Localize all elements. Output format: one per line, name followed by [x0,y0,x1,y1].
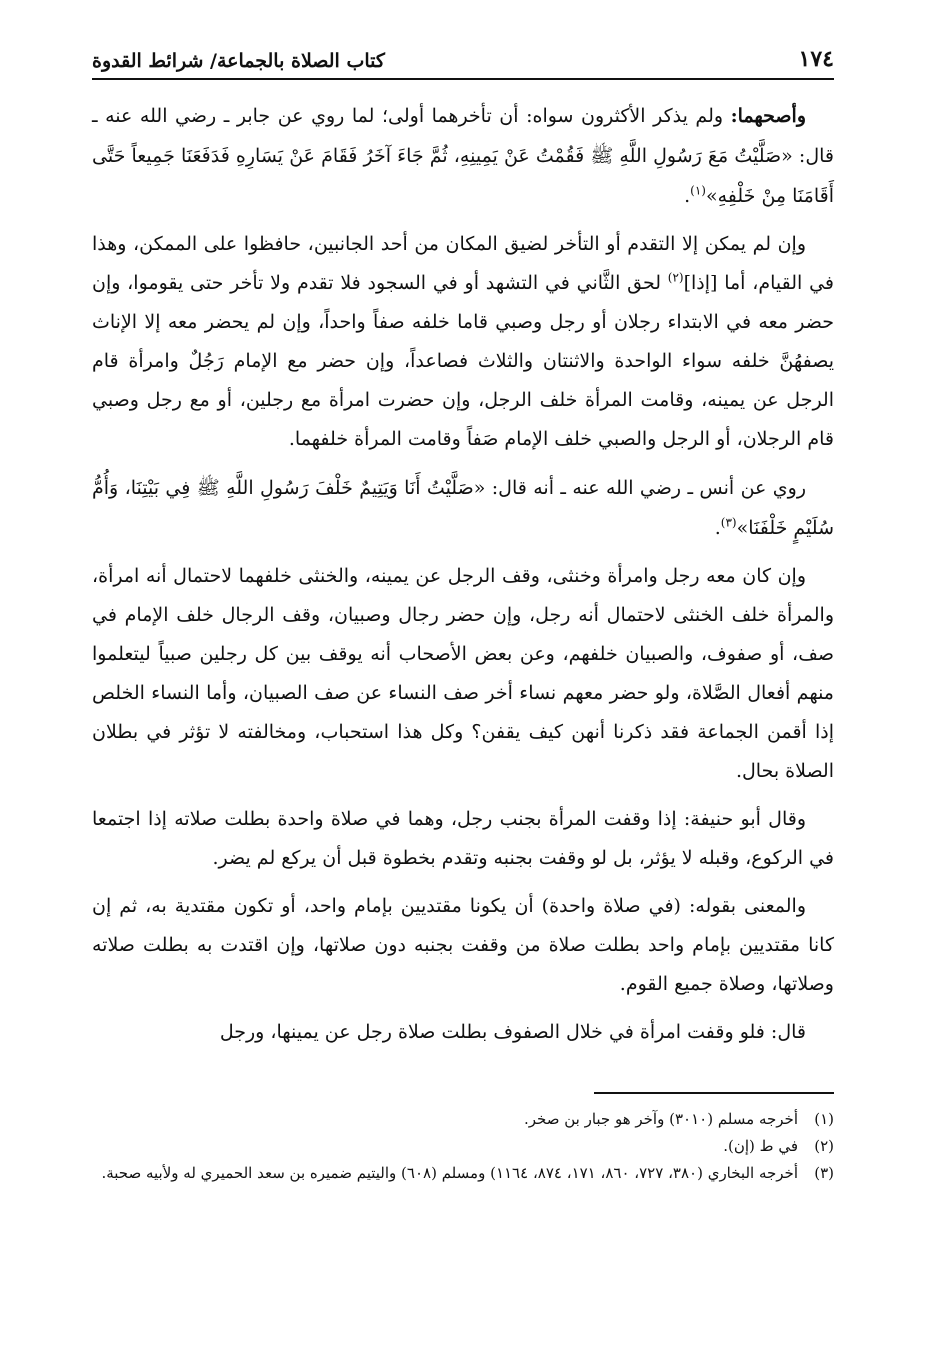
paragraph-text-continued: لحق الثَّاني في التشهد أو في السجود فلا تقدم ولا تأخر حتى يقوموا، وإن حضر معه في الابتداء رجلان أو رجل وصبي قاما خلفه صفاً واحداً، وإن لم يحضر معه إلا الإناث يصفهُنَّ خلفه سواء الواحدة والاثنتان والثلاث فصاعداً، وإن حضر مع الإمام رَجُلٌ وامرأة قام الرجل عن يمينه، وقامت المرأة خلف الرجل، وإن حضرت امرأة مع رجلين، أو مع رجل وصبي قام الرجلان، أو الرجل والصبي خلف الإمام صَفاً وقامت المرأة خلفهما. [92,272,834,450]
paragraph-lead: وأصحهما: [730,105,806,127]
page-number: ١٧٤ [798,46,834,72]
paragraph-text: ولم يذكر الأكثرون سواه: أن تأخرهما أولى؛ لما روي عن جابر ـ رضي الله عنه ـ قال: [92,105,834,167]
hadith-quote: «صَلَّيْتُ مَعَ رَسُولِ اللَّهِ ﷺ فَقُمْتُ عَنْ يَمِينِهِ، ثُمَّ جَاءَ آخَرُ فَقَامَ عَنْ يَسَارِهِ فَدَفَعَنَا جَمِيعاً حَتَّى أَقَامَنَا مِنْ خَلْفِهِ» [92,145,834,207]
paragraph-6: والمعنى بقوله: (في صلاة واحدة) أن يكونا مقتديين بإمام واحد، أو تكون مقتدية به، ثم إن كانا مقتديين بإمام واحد بطلت صلاة من وقفت بجنبه دون صلاتها، وإن اقتدت به بطلت صلاته وصلاتها، وصلاة جميع القوم. [92,895,834,995]
header-title: كتاب الصلاة بالجماعة/ شرائط القدوة [92,50,385,72]
footnote-number: (١) [814,1110,834,1128]
footnote-2 [92,1133,834,1160]
paragraph-3 [92,468,834,548]
paragraph-4: وإن كان معه رجل وامرأة وخنثى، وقف الرجل عن يمينه، والخنثى خلفهما لاحتمال أنه امرأة، والمرأة خلف الخنثى لاحتمال أنه رجل، وإن حضر رجال وصبيان، وقف الرجال خلف الإمام في صف، أو صفوف، والصبيان خلفهم، وعن بعض الأصحاب أنه يوقف بين كل رجلين صبياً ليتعلموا منهم أفعال الصَّلاة، ولو حضر معهم نساء أخر صف النساء عن صف الصبيان، وأما النساء الخلص إذا أقمن الجماعة فقد ذكرنا أنهن كيف يقفن؟ وكل هذا استحباب، ومخالفته لا تؤثر في بطلان الصلاة بحال. [92,565,834,782]
footnote-text: أخرجه البخاري (٣٨٠، ٧٢٧، ٨٦٠، ١٧١، ٨٧٤، ١١٦٤) ومسلم (٦٠٨) واليتيم ضميره بن سعد الحميري له ولأبيه صحبة. [101,1164,798,1182]
paragraph-text-end: . [714,517,721,539]
footnote-3 [92,1160,834,1187]
paragraph-text: روي عن أنس ـ رضي الله عنه ـ أنه قال: [485,477,806,499]
footnote-number: (٢) [814,1137,834,1155]
footnote-divider [594,1092,834,1094]
footnote-ref-3[interactable]: (٣) [720,515,737,530]
paragraph-text: وإن لم يمكن إلا التقدم أو التأخر لضيق المكان من أحد الجانبين، حافظوا على الممكن، وهذا في القيام، أما [إذا] [92,233,834,294]
footnote-number: (٣) [814,1164,834,1182]
paragraph-text-end: . [684,185,691,207]
footnote-text: في ط (إن). [723,1137,798,1155]
footnote-ref-2[interactable]: (٢) [667,270,684,285]
running-header [92,32,834,80]
body-text [92,96,834,1052]
paragraph-2 [92,225,834,459]
paragraph-5: وقال أبو حنيفة: إذا وقفت المرأة بجنب رجل، وهما في صلاة واحدة بطلت صلاته إذا اجتمعا في الركوع، وقبله لا يؤثر، بل لو وقفت بجنبه وتقدم بخطوة قبل أن يركع لم يضر. [92,808,834,869]
hadith-quote: «صَلَّيْتُ أَنَا وَيَتِيمٌ خَلْفَ رَسُولِ اللَّهِ ﷺ فِي بَيْتِنَا، وَأُمُّ سُلَيْمٍ خَلْفَنَا» [92,477,834,539]
footnote-text: أخرجه مسلم (٣٠١٠) وآخر هو جبار بن صخر. [523,1110,798,1128]
paragraph-7: قال: فلو وقفت امرأة في خلال الصفوف بطلت صلاة رجل عن يمينها، ورجل [219,1021,806,1043]
footnote-1 [92,1106,834,1133]
book-page [92,32,834,1332]
footnote-ref-1[interactable]: (١) [690,183,706,198]
paragraph-1 [92,96,834,216]
footnotes [92,1106,834,1187]
